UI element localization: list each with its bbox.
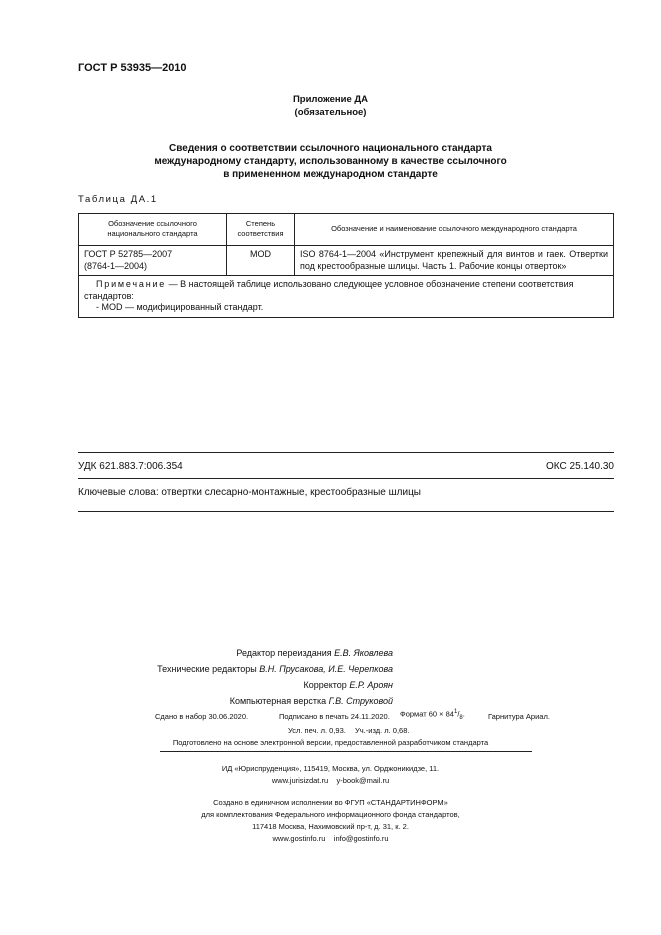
credit-corrector: Корректор Е.Р. Ароян bbox=[303, 680, 393, 690]
keywords: Ключевые слова: отвертки слесарно-монтажные, крестообразные шлицы bbox=[78, 487, 421, 498]
note-label: Примечание bbox=[96, 279, 167, 289]
udk-code: УДК 621.883.7:006.354 bbox=[78, 461, 183, 472]
created-email-link[interactable]: info@gostinfo.ru bbox=[333, 834, 389, 843]
imprint-pub-sheets: Уч.-изд. л. 0,68. bbox=[355, 726, 410, 735]
note-text: — В настоящей таблице использовано следующее условное обозначение степени соответствия стандартов: bbox=[84, 279, 574, 301]
created-line-1: Создано в единичном исполнении во ФГУП «СТАНДАРТИНФОРМ» bbox=[213, 798, 448, 807]
header-international-standard: Обозначение и наименование ссылочного международного стандарта bbox=[295, 214, 614, 246]
cell-international-standard: ISO 8764-1—2004 «Инструмент крепежный для винтов и гаек. Отвертки под крестообразные шлицы. Часть 1. Рабочие концы отверток» bbox=[295, 246, 614, 276]
heading-line-2: международному стандарту, использованному в качестве ссылочного bbox=[154, 156, 507, 167]
standard-number: ГОСТ Р 53935—2010 bbox=[78, 62, 187, 74]
divider-top bbox=[78, 452, 614, 453]
imprint-format: Формат $60 \times 84^1/_8$. bbox=[400, 709, 465, 721]
imprint-submitted: Сдано в набор 30.06.2020. bbox=[155, 712, 249, 721]
publisher-address: ИД «Юриспруденция», 115419, Москва, ул. Орджоникидзе, 11. bbox=[221, 764, 440, 773]
created-contacts bbox=[0, 834, 661, 843]
annex-title: Приложение ДА bbox=[292, 94, 369, 105]
national-standard-equivalent: (8764-1—2004) bbox=[84, 260, 148, 271]
table-row bbox=[79, 246, 614, 276]
created-line-2: для комплектования Федерального информационного фонда стандартов, bbox=[201, 810, 460, 819]
table-caption: Таблица ДА.1 bbox=[78, 194, 158, 205]
table-note-row bbox=[79, 276, 614, 318]
credit-layout: Компьютерная верстка Г.В. Струковой bbox=[229, 696, 393, 706]
cell-national-standard bbox=[79, 246, 227, 276]
publisher-email-link[interactable]: y-book@mail.ru bbox=[336, 776, 390, 785]
national-standard-code: ГОСТ Р 52785—2007 bbox=[84, 249, 173, 259]
reference-table bbox=[78, 213, 614, 318]
publisher-contacts bbox=[0, 776, 661, 785]
cell-degree: MOD bbox=[227, 246, 295, 276]
oks-code: ОКС 25.140.30 bbox=[546, 461, 614, 472]
divider-middle bbox=[78, 478, 614, 479]
heading-line-3: в примененном международном стандарте bbox=[223, 169, 438, 180]
imprint-signed: Подписано в печать 24.11.2020. bbox=[279, 712, 390, 721]
header-national-standard: Обозначение ссылочного национального стандарта bbox=[79, 214, 227, 246]
publisher-site-link[interactable]: www.jurisizdat.ru bbox=[271, 776, 329, 785]
imprint-prepared: Подготовлено на основе электронной версии, предоставленной разработчиком стандарта bbox=[172, 738, 489, 747]
credit-tech-editors: Технические редакторы В.Н. Прусакова, И.Е. Черепкова bbox=[157, 664, 393, 674]
imprint-divider bbox=[160, 751, 532, 752]
created-site-link[interactable]: www.gostinfo.ru bbox=[272, 834, 326, 843]
imprint-sheets: Усл. печ. л. 0,93. bbox=[288, 726, 346, 735]
note-item: - MOD — модифицированный стандарт. bbox=[96, 302, 264, 312]
heading-line-1: Сведения о соответствии ссылочного национального стандарта bbox=[169, 143, 492, 154]
table-header-row bbox=[79, 214, 614, 246]
created-line-3: 117418 Москва, Нахимовский пр-т, д. 31, к. 2. bbox=[252, 822, 409, 831]
table-note bbox=[79, 276, 614, 318]
divider-bottom bbox=[78, 511, 614, 512]
header-degree: Степень соответствия bbox=[227, 214, 295, 246]
imprint-typeface: Гарнитура Ариал. bbox=[488, 712, 550, 721]
annex-status: (обязательное) bbox=[294, 107, 367, 118]
credit-editor: Редактор переиздания Е.В. Яковлева bbox=[236, 648, 393, 658]
